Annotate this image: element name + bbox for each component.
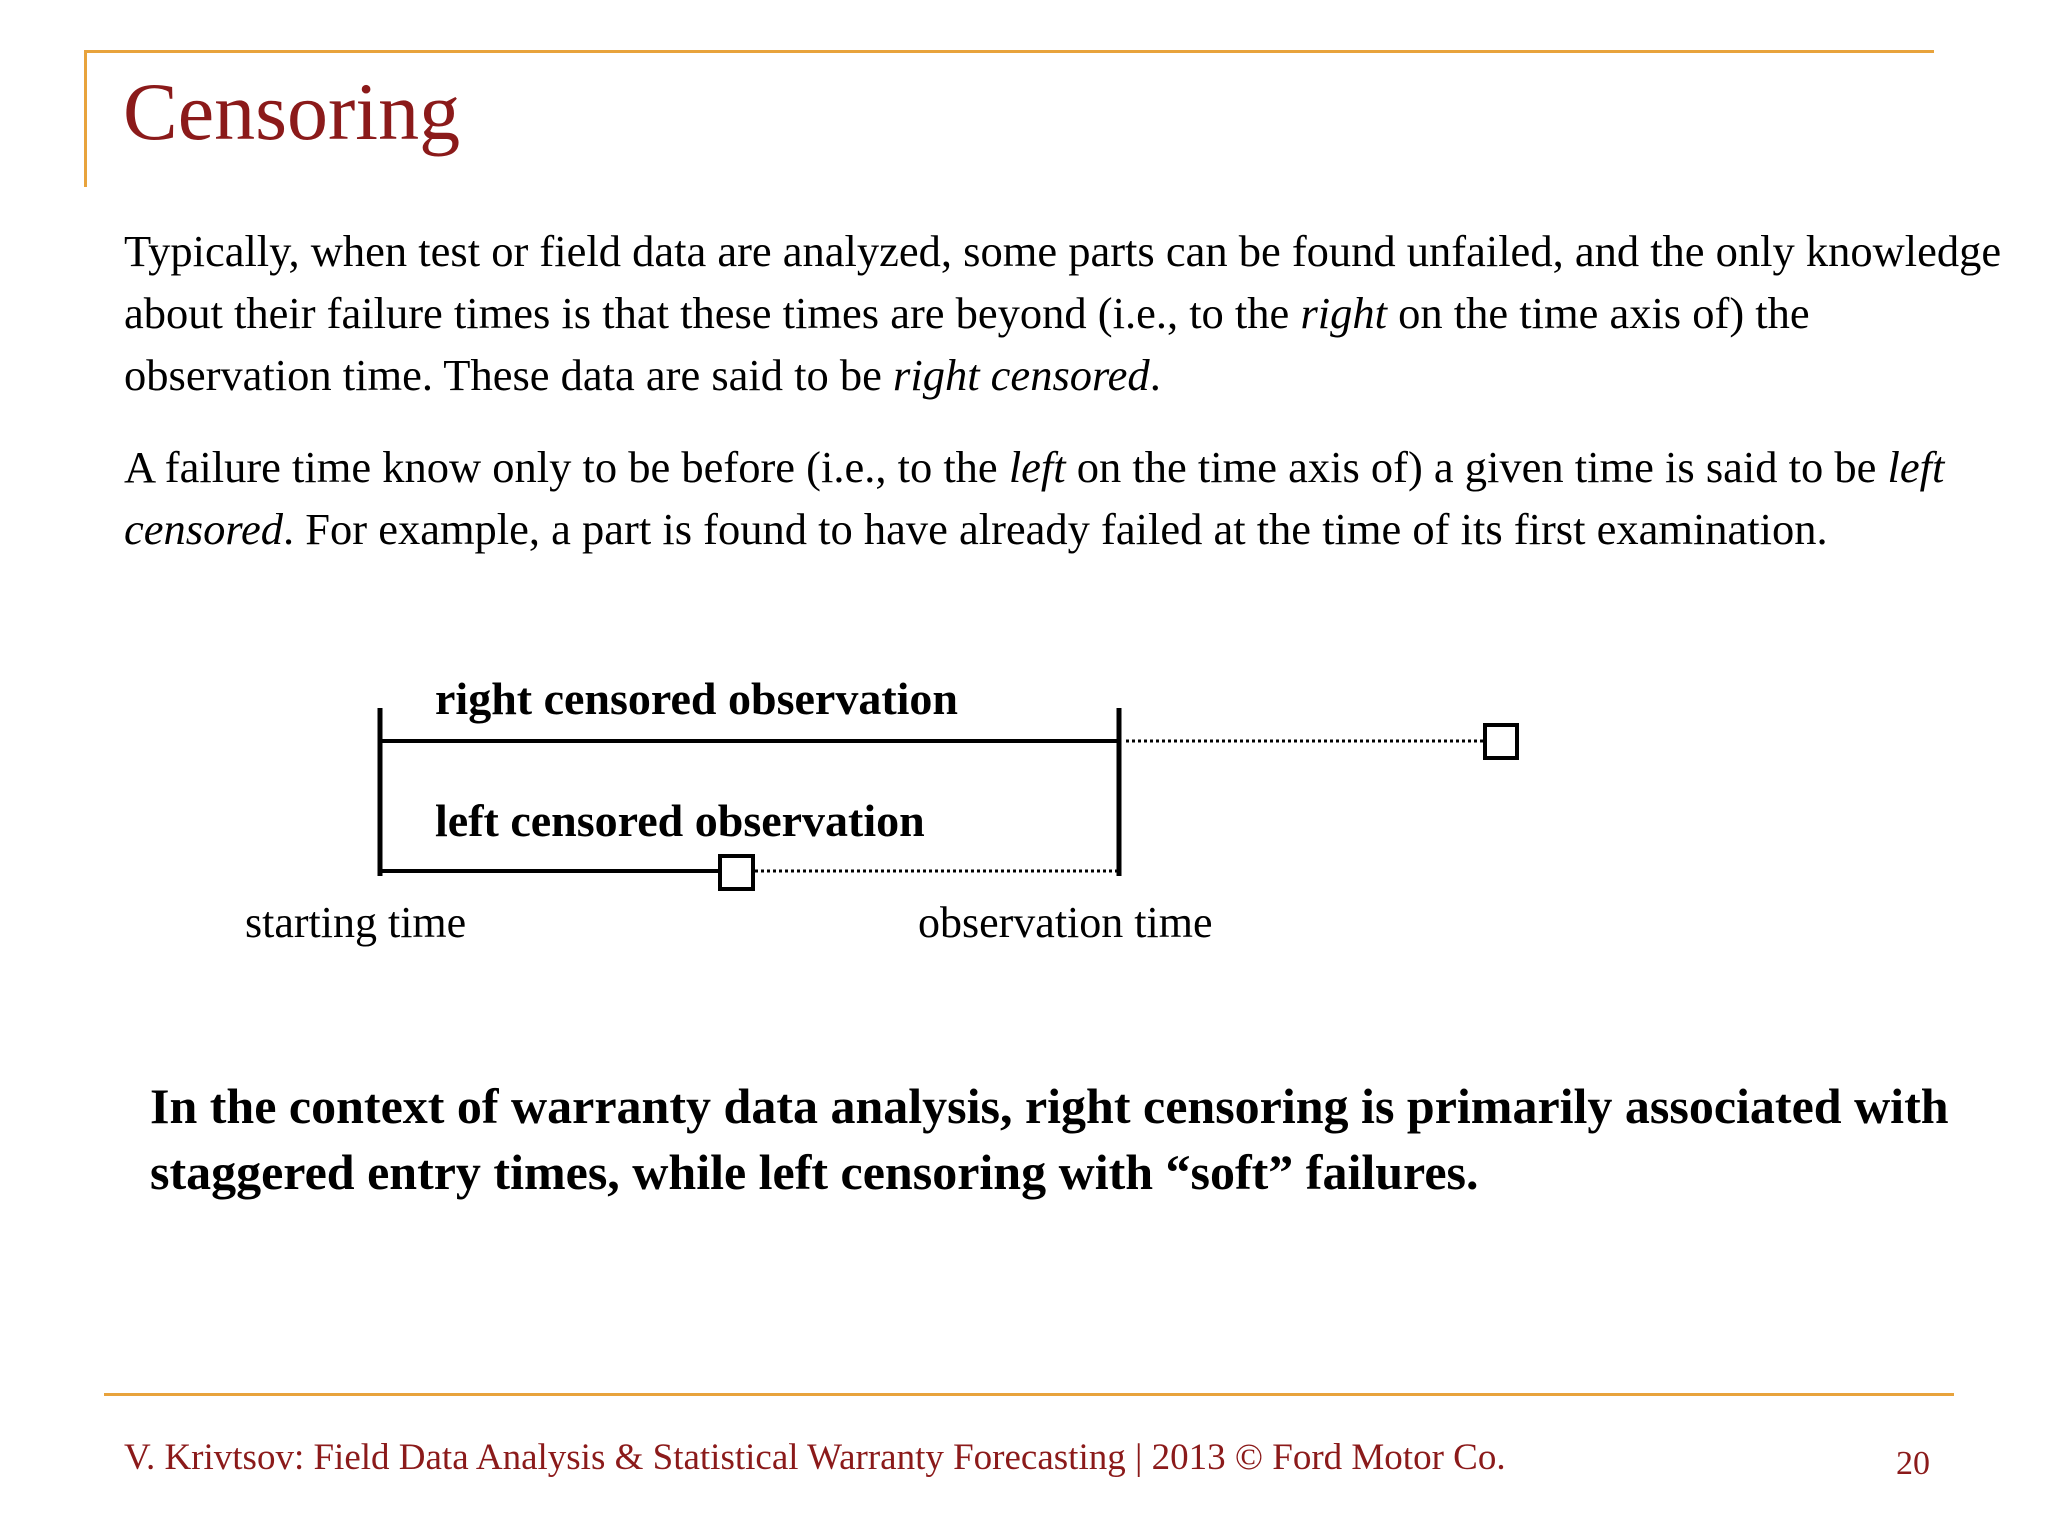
emphasis-left-censored: left censored xyxy=(124,442,1945,554)
paragraph-text: . xyxy=(1149,350,1161,400)
paragraph-text: . For example, a part is found to have already failed at the time of its first examination. xyxy=(283,504,1828,554)
page-number: 20 xyxy=(1896,1445,1930,1482)
starting-time-label: starting time xyxy=(245,898,467,947)
left-censored-failure-marker xyxy=(720,856,753,889)
paragraph-text: on the time axis of) a given time is said to be xyxy=(1065,442,1888,492)
emphasis-right: right xyxy=(1300,288,1387,338)
right-censored-failure-marker xyxy=(1485,725,1517,758)
slide-title: Censoring xyxy=(123,66,461,157)
right-censored-label: right censored observation xyxy=(435,673,959,724)
footer-credit: V. Krivtsov: Field Data Analysis & Statistical Warranty Forecasting | 2013 © Ford Motor Co. xyxy=(124,1437,1506,1478)
paragraph-text: Typically, when test or field data are analyzed, some parts can be found unfailed, and the only knowledge about their failure times is that these times are beyond (i.e., to the xyxy=(124,226,2002,338)
paragraph-text: A failure time know only to be before (i.e., to the xyxy=(124,442,1009,492)
emphasis-right-censored: right censored xyxy=(893,350,1150,400)
emphasis-left: left xyxy=(1008,442,1066,492)
paragraph-text: on the time axis of) the observation time. These data are said to be xyxy=(124,288,1810,400)
conclusion-statement: In the context of warranty data analysis, right censoring is primarily associated with staggered entry times, while left censoring with “soft” failures. xyxy=(150,1078,1949,1200)
bottom-accent-line xyxy=(104,1393,1954,1396)
observation-time-label: observation time xyxy=(918,898,1213,947)
left-censored-label: left censored observation xyxy=(435,795,925,846)
